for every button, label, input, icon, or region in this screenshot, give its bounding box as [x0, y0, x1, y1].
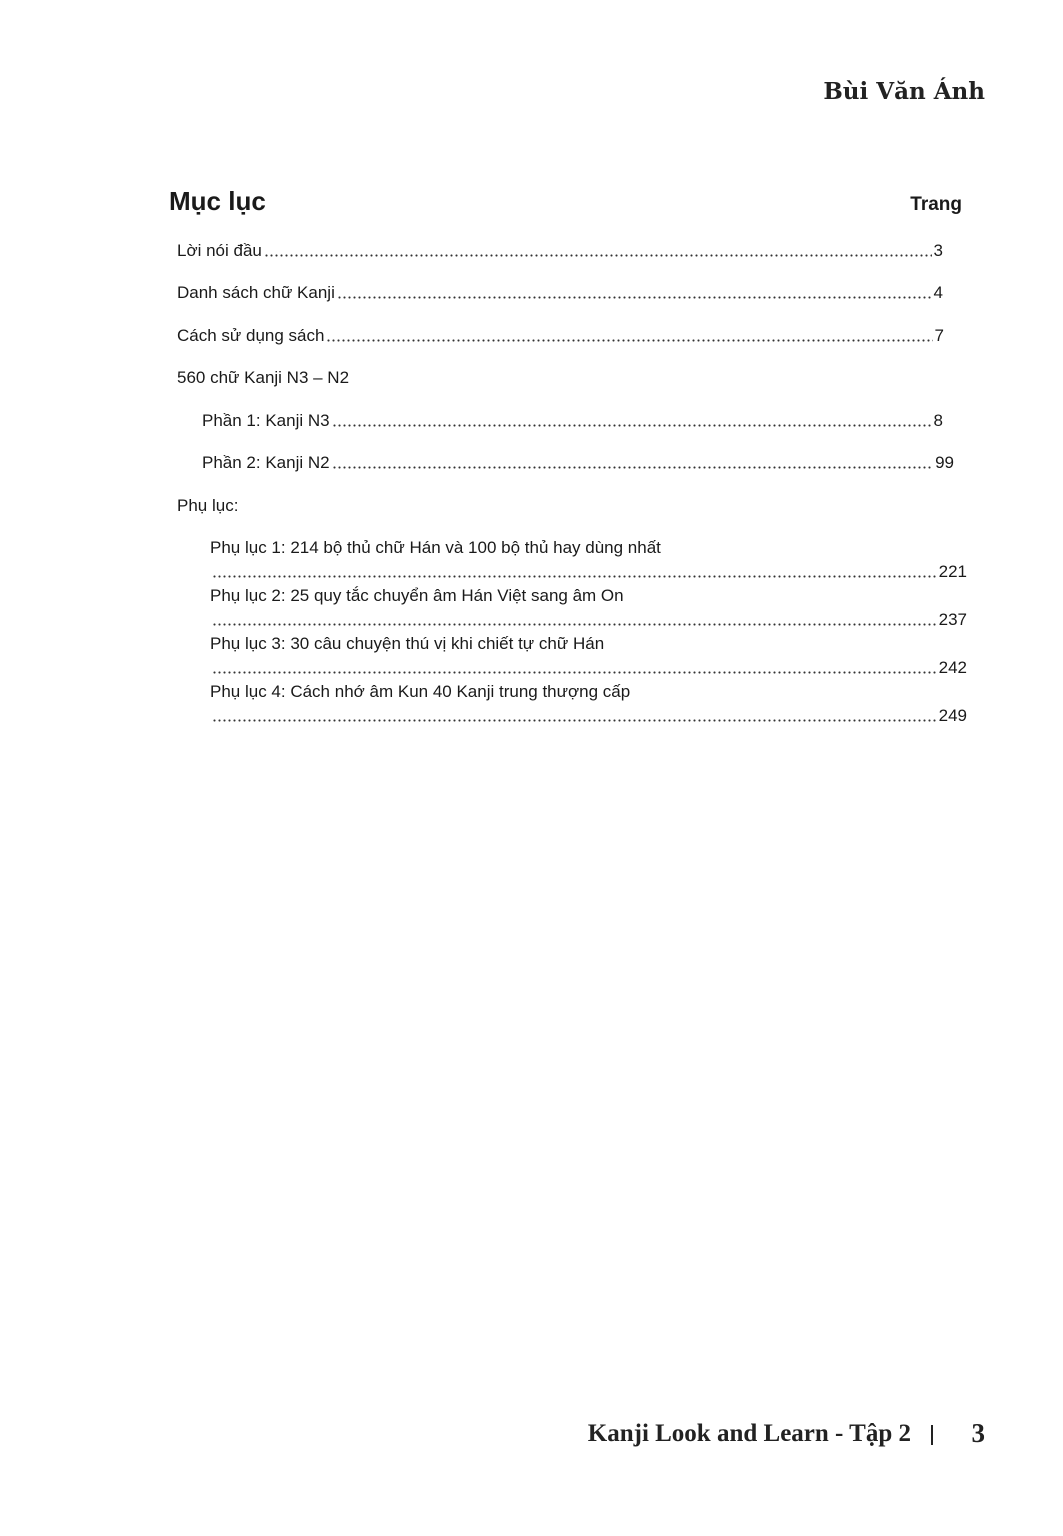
toc-section-heading: 560 chữ Kanji N3 – N2 [177, 368, 350, 387]
dot-leader [212, 719, 937, 722]
toc-entry[interactable] [202, 452, 954, 474]
page-column-label: Trang [910, 194, 962, 215]
appendix-title[interactable]: Phụ lục 3: 30 câu chuyện thú vị khi chiết tự chữ Hán [210, 634, 605, 653]
toc-entry-page: 99 [935, 453, 954, 472]
dot-leader [326, 339, 932, 342]
toc-entry-page: 4 [933, 283, 943, 302]
toc-entry-page: 3 [933, 241, 943, 260]
appendix-title[interactable]: Phụ lục 2: 25 quy tắc chuyển âm Hán Việt sang âm On [210, 586, 624, 605]
toc-section-heading: Phụ lục: [177, 496, 239, 515]
toc-entry-label: Cách sử dụng sách [177, 326, 325, 345]
toc-entry-page: 249 [938, 706, 967, 725]
dot-leader [332, 424, 932, 427]
dot-leader [212, 575, 937, 578]
toc-entry-label: Phần 1: Kanji N3 [202, 411, 330, 430]
toc-entry-label: Danh sách chữ Kanji [177, 283, 335, 302]
toc-entry[interactable] [177, 240, 943, 262]
appendix-title[interactable]: Phụ lục 4: Cách nhớ âm Kun 40 Kanji trung thượng cấp [210, 682, 631, 701]
author-name: Bùi Văn Ánh [823, 78, 985, 105]
toc-entry-page: 8 [933, 411, 943, 430]
toc-entry-label: Phần 2: Kanji N2 [202, 453, 330, 472]
appendix-title[interactable]: Phụ lục 1: 214 bộ thủ chữ Hán và 100 bộ thủ hay dùng nhất [210, 538, 661, 557]
toc-title: Mục lục [169, 186, 266, 216]
toc-entry[interactable] [177, 282, 943, 304]
footer-book-title: Kanji Look and Learn - Tập 2 [587, 1420, 911, 1447]
toc-entry[interactable] [177, 325, 944, 347]
footer-divider [931, 1425, 933, 1445]
dot-leader [264, 254, 932, 257]
appendix-leader-row[interactable] [210, 705, 967, 727]
appendix-leader-row[interactable] [210, 657, 967, 679]
toc-entry-page: 7 [934, 326, 944, 345]
dot-leader [337, 296, 932, 299]
dot-leader [212, 623, 937, 626]
toc-entry[interactable] [202, 410, 943, 432]
dot-leader [332, 466, 933, 469]
appendix-leader-row[interactable] [210, 609, 967, 631]
toc-entry-page: 221 [938, 562, 967, 581]
toc-entry-page: 242 [938, 658, 967, 677]
footer-page-number: 3 [971, 1418, 985, 1448]
appendix-leader-row[interactable] [210, 561, 967, 583]
toc-entry-page: 237 [938, 610, 967, 629]
toc-entry-label: Lời nói đầu [177, 241, 262, 260]
dot-leader [212, 671, 937, 674]
